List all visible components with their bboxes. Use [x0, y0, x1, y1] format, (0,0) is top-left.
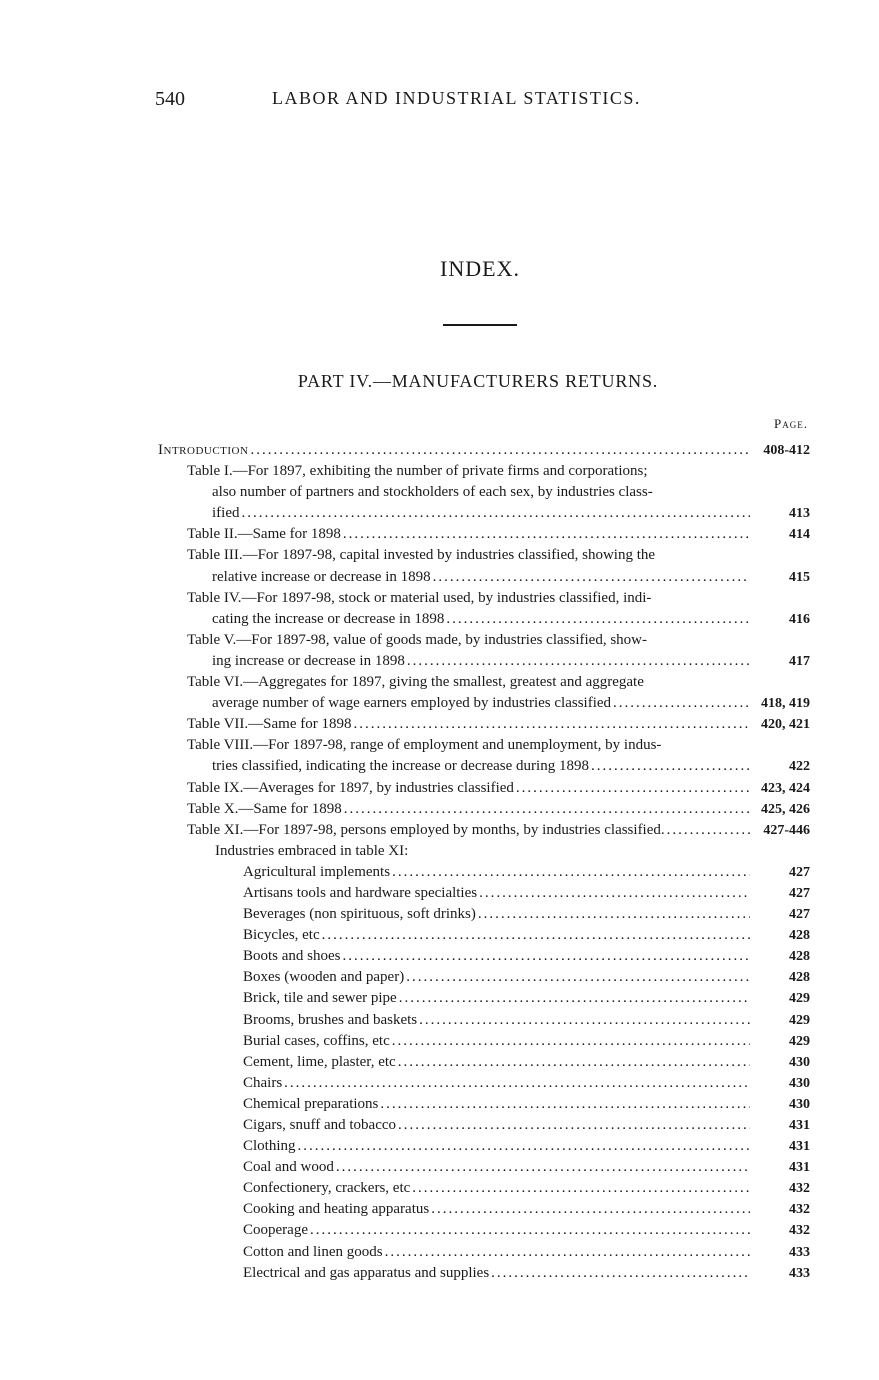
index-entry	[158, 588, 810, 630]
page-reference: 432	[789, 1223, 810, 1239]
entry-line	[158, 799, 810, 820]
page-reference: 427	[789, 907, 810, 923]
entry-line	[158, 841, 810, 862]
entry-text: Burial cases, coffins, etc	[243, 1032, 390, 1049]
entry-text: Industries embraced in table XI:	[215, 842, 409, 859]
entry-text: Table IX.—Averages for 1897, by industries classified	[187, 779, 514, 796]
page-reference: 429	[789, 1012, 810, 1028]
entry-text: Table VIII.—For 1897-98, range of employment and unemployment, by indus-	[187, 737, 662, 754]
entry-text: Table X.—Same for 1898	[187, 800, 342, 817]
index-entry	[158, 440, 810, 461]
page-reference: 431	[789, 1118, 810, 1133]
entry-text: average number of wage earners employed by industries classified	[212, 695, 612, 712]
entry-line	[158, 714, 810, 735]
entry-line	[158, 988, 810, 1009]
entry-line	[158, 545, 810, 566]
entry-line	[158, 1136, 810, 1157]
index-entry	[158, 1052, 810, 1073]
index-entry	[158, 1220, 810, 1241]
index-entry	[158, 1178, 810, 1199]
dot-leader	[336, 1157, 750, 1178]
entry-text: Chairs	[243, 1074, 283, 1091]
entry-text: Boots and shoes	[243, 948, 341, 965]
entry-text: Clothing	[243, 1138, 296, 1155]
part-title: PART IV.—MANUFACTURERS RETURNS.	[297, 371, 659, 391]
entry-line	[158, 820, 810, 841]
entry-line	[158, 1094, 810, 1115]
index-entry	[158, 545, 810, 587]
dot-leader	[613, 693, 750, 714]
index-entry	[158, 524, 810, 545]
entry-line	[158, 1263, 810, 1284]
index-entry	[158, 1199, 810, 1220]
page-reference: 415	[789, 569, 810, 585]
entry-line	[158, 1242, 810, 1263]
entry-line	[158, 925, 810, 946]
dot-leader	[344, 799, 750, 820]
index-entry	[158, 988, 810, 1009]
entry-line	[158, 440, 810, 461]
page-reference: 418, 419	[761, 696, 810, 712]
entry-line	[158, 862, 810, 883]
dot-leader	[250, 440, 750, 461]
page-reference: 428	[789, 928, 810, 944]
entry-continuation-line	[158, 693, 810, 714]
entry-line	[158, 1199, 810, 1220]
page-reference: 427	[789, 885, 810, 901]
dot-leader	[433, 567, 750, 588]
index-entry	[158, 461, 810, 524]
dot-leader	[380, 1094, 750, 1115]
page-reference: 423, 424	[761, 780, 810, 796]
dot-leader	[392, 1031, 750, 1052]
page-reference: 414	[789, 527, 810, 543]
dot-leader	[591, 756, 750, 777]
page-reference: 429	[789, 991, 810, 1007]
index-entry	[158, 946, 810, 967]
page-reference: 427	[789, 864, 810, 880]
dot-leader	[353, 714, 750, 735]
entry-continuation-line	[158, 482, 810, 503]
entry-line	[158, 630, 810, 651]
entry-line	[158, 967, 810, 988]
index-entry	[158, 1031, 810, 1052]
dot-leader	[398, 1115, 750, 1136]
entry-text: Introduction	[158, 442, 249, 458]
page-reference: 413	[789, 506, 810, 522]
dot-leader	[667, 820, 750, 841]
dot-leader	[516, 778, 750, 799]
entry-text: Table XI.—For 1897-98, persons employed by months, by industries classified.	[187, 821, 665, 838]
index-entry	[158, 820, 810, 841]
page-column-heading: Page.	[774, 416, 808, 431]
page-reference: 430	[789, 1075, 810, 1091]
page-reference: 428	[789, 949, 810, 965]
entry-text: cating the increase or decrease in 1898	[212, 610, 445, 627]
dot-leader	[431, 1199, 750, 1220]
page-reference: 430	[789, 1096, 810, 1112]
page-reference: 416	[789, 611, 810, 627]
dot-leader	[242, 503, 751, 524]
index-entry	[158, 1115, 810, 1136]
entry-text: Cooperage	[243, 1222, 308, 1239]
dot-leader	[491, 1263, 750, 1284]
entry-text: tries classified, indicating the increase or decrease during 1898	[212, 758, 589, 775]
page-reference: 422	[789, 759, 810, 775]
page-reference: 431	[789, 1139, 810, 1155]
page-reference: 417	[789, 653, 810, 669]
dot-leader	[398, 1052, 750, 1073]
index-entry	[158, 1073, 810, 1094]
index-entry	[158, 735, 810, 777]
entry-text: Electrical and gas apparatus and supplies	[243, 1264, 490, 1281]
entry-line	[158, 1052, 810, 1073]
dot-leader	[406, 967, 750, 988]
entry-line	[158, 1178, 810, 1199]
dot-leader	[446, 609, 750, 630]
entry-line	[158, 588, 810, 609]
index-entry	[158, 883, 810, 904]
entry-continuation-line	[158, 503, 810, 524]
index-entry	[158, 799, 810, 820]
entry-text: ing increase or decrease in 1898	[212, 652, 405, 669]
index-entry	[158, 1010, 810, 1031]
entry-text: Table II.—Same for 1898	[187, 526, 341, 543]
entry-line	[158, 1031, 810, 1052]
entry-text: ified	[212, 505, 240, 522]
page-number: 540	[155, 88, 185, 110]
dot-leader	[385, 1242, 750, 1263]
entry-line	[158, 1157, 810, 1178]
entry-line	[158, 735, 810, 756]
index-entry	[158, 714, 810, 735]
entry-text: Confectionery, crackers, etc	[243, 1180, 411, 1197]
page-reference: 431	[789, 1160, 810, 1176]
entry-text: Agricultural implements	[243, 863, 391, 880]
entry-line	[158, 883, 810, 904]
index-entry	[158, 1094, 810, 1115]
index-entry	[158, 778, 810, 799]
index-entry	[158, 1242, 810, 1263]
dot-leader	[479, 883, 750, 904]
dot-leader	[392, 862, 750, 883]
entry-continuation-line	[158, 567, 810, 588]
index-entry	[158, 841, 810, 862]
entry-text: Boxes (wooden and paper)	[243, 969, 405, 986]
entry-line	[158, 1220, 810, 1241]
entry-text: Table I.—For 1897, exhibiting the number of private firms and corporations;	[187, 463, 648, 480]
dot-leader	[412, 1178, 750, 1199]
entry-text: Artisans tools and hardware specialties	[243, 884, 478, 901]
index-entry	[158, 672, 810, 714]
entry-text: Table V.—For 1897-98, value of goods made, by industries classified, show-	[187, 631, 647, 648]
dot-leader	[407, 651, 750, 672]
page-reference: 433	[789, 1244, 810, 1260]
entry-text: Table IV.—For 1897-98, stock or material used, by industries classified, indi-	[187, 589, 652, 606]
dot-leader	[284, 1073, 750, 1094]
index-entries	[158, 440, 810, 1284]
index-entry	[158, 925, 810, 946]
entry-text: Beverages (non spirituous, soft drinks)	[243, 906, 476, 923]
entry-text: Brick, tile and sewer pipe	[243, 990, 397, 1007]
entry-line	[158, 672, 810, 693]
index-entry	[158, 904, 810, 925]
entry-line	[158, 1115, 810, 1136]
index-entry	[158, 967, 810, 988]
entry-text: Table VII.—Same for 1898	[187, 716, 352, 733]
entry-line	[158, 904, 810, 925]
entry-text: Table VI.—Aggregates for 1897, giving the smallest, greatest and aggregate	[187, 674, 644, 691]
index-entry	[158, 1157, 810, 1178]
entry-line	[158, 461, 810, 482]
entry-line	[158, 1073, 810, 1094]
entry-line	[158, 524, 810, 545]
index-entry	[158, 1263, 810, 1284]
entry-text: Cement, lime, plaster, etc	[243, 1053, 396, 1070]
entry-text: also number of partners and stockholders of each sex, by industries class-	[212, 484, 653, 501]
index-entry	[158, 1136, 810, 1157]
entry-text: Bicycles, etc	[243, 927, 320, 944]
dot-leader	[399, 988, 750, 1009]
entry-continuation-line	[158, 609, 810, 630]
entry-text: Cotton and linen goods	[243, 1243, 383, 1260]
entry-text: Cigars, snuff and tobacco	[243, 1117, 397, 1133]
dot-leader	[478, 904, 750, 925]
entry-continuation-line	[158, 756, 810, 777]
page-reference: 420, 421	[761, 717, 810, 733]
entry-line	[158, 946, 810, 967]
page-reference: 429	[789, 1033, 810, 1049]
entry-text: Chemical preparations	[243, 1095, 379, 1112]
index-entry	[158, 862, 810, 883]
index-title: INDEX.	[440, 256, 520, 281]
page-reference: 430	[789, 1054, 810, 1070]
index-entry	[158, 630, 810, 672]
page-reference: 427-446	[763, 822, 810, 838]
page-reference: 425, 426	[761, 801, 810, 817]
title-rule	[443, 324, 517, 326]
page-reference: 432	[789, 1202, 810, 1218]
entry-line	[158, 1010, 810, 1031]
entry-continuation-line	[158, 651, 810, 672]
entry-line	[158, 778, 810, 799]
dot-leader	[419, 1010, 750, 1031]
running-head: LABOR AND INDUSTRIAL STATISTICS.	[272, 88, 641, 108]
entry-text: Table III.—For 1897-98, capital invested by industries classified, showing the	[187, 547, 656, 564]
dot-leader	[322, 925, 750, 946]
dot-leader	[310, 1220, 750, 1241]
dot-leader	[343, 946, 751, 967]
entry-text: Brooms, brushes and baskets	[243, 1011, 418, 1028]
entry-text: Cooking and heating apparatus	[243, 1201, 430, 1218]
page-reference: 428	[789, 970, 810, 986]
page-reference: 408-412	[763, 443, 810, 458]
dot-leader	[298, 1136, 750, 1157]
page-reference: 432	[789, 1181, 810, 1197]
entry-text: relative increase or decrease in 1898	[212, 568, 431, 585]
entry-text: Coal and wood	[243, 1159, 334, 1176]
dot-leader	[343, 524, 750, 545]
page-reference: 433	[789, 1265, 810, 1281]
